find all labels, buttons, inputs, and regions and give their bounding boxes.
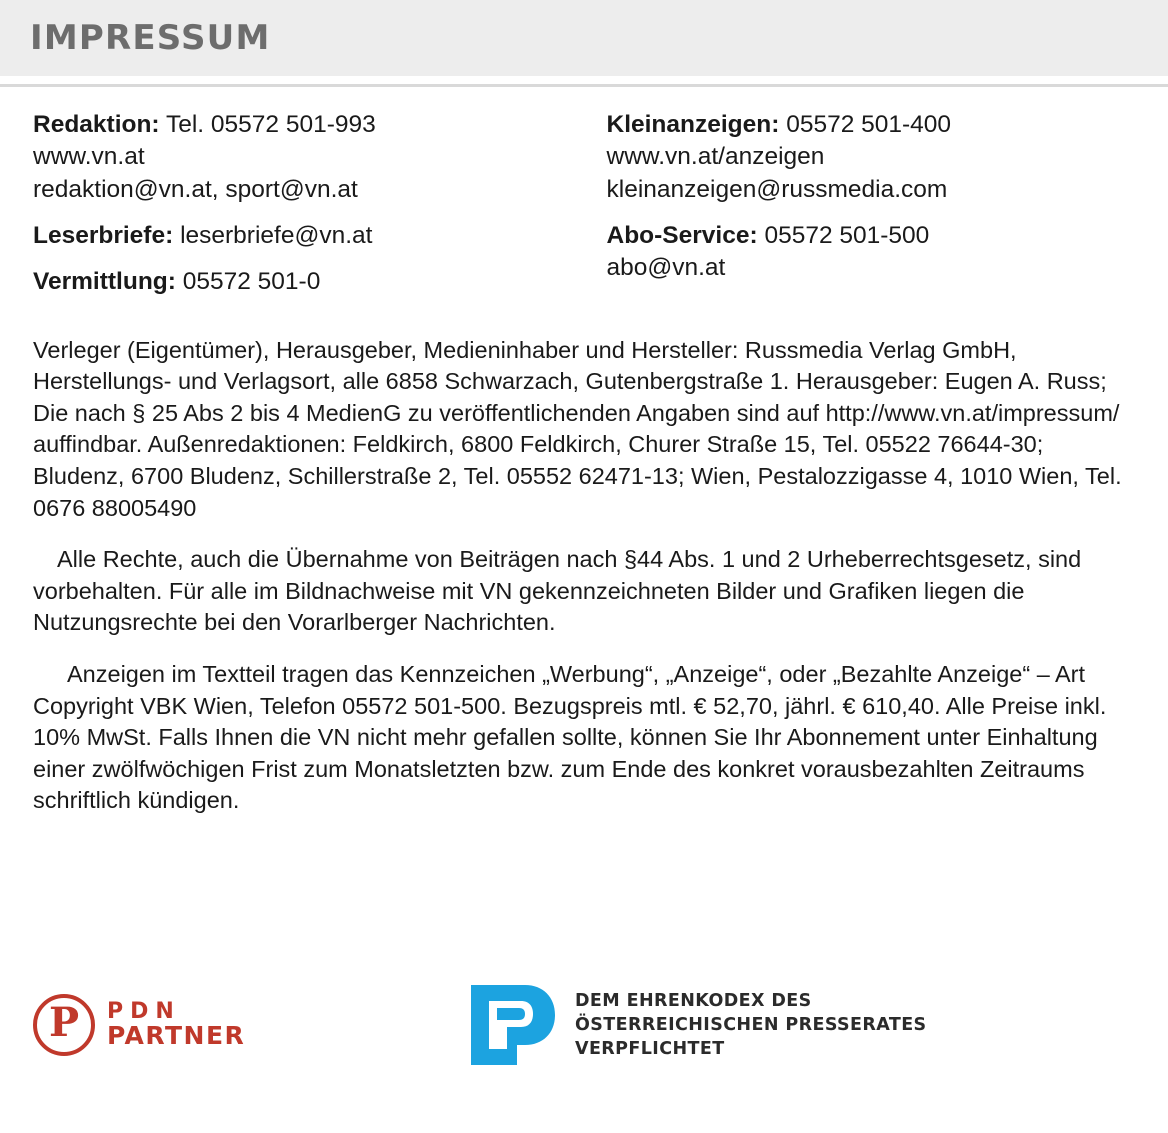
pdn-circle-icon — [33, 994, 95, 1056]
pdn-logo-line1: PDN — [107, 999, 181, 1025]
contact-value[interactable]: leserbriefe@vn.at — [180, 221, 373, 249]
contact-extra-email[interactable]: redaktion@vn.at, sport@vn.at — [33, 175, 358, 203]
contact-label: Kleinanzeigen: — [606, 111, 780, 138]
contact-line — [607, 109, 1137, 141]
contact-column-left — [33, 109, 585, 313]
legal-text-section — [33, 335, 1136, 817]
presserat-logo-text — [575, 989, 927, 1061]
legal-paragraph-rights: Alle Rechte, auch die Übernahme von Beiträgen nach §44 Abs. 1 und 2 Urheberrechtsgesetz, sind vorbehalten. Für alle im Bildnachweise mit VN gekennzeichneten Bilder und Grafiken liegen die Nutzungsrechte bei den Vorarlberger Nachrichten. — [33, 546, 1082, 636]
contact-column-right — [585, 109, 1137, 313]
contact-label: Redaktion: — [33, 111, 160, 138]
contact-block-redaktion — [33, 109, 585, 206]
legal-paragraph-advertising: Anzeigen im Textteil tragen das Kennzeichen „Werbung“, „Anzeige“, oder „Bezahlte Anzeige“ – Art Copyright VBK Wien, Telefon 05572 501-500. Bezugspreis mtl. € 52,70, jährl. € 610,40. Alle Preise inkl. 10% MwSt. Falls Ihnen die VN nicht mehr gefallen sollte, können Sie Ihr Abonnement unter Einhaltung einer zwölfwöchigen Frist zum Monatsletzten bzw. zum Ende des konkret vorausbezahlten Zeitraums schriftlich kündigen. — [33, 660, 1107, 814]
page-header — [0, 0, 1168, 76]
contact-extra-email[interactable]: kleinanzeigen@russmedia.com — [606, 175, 948, 203]
page-content — [0, 87, 1168, 817]
contact-section — [33, 109, 1136, 313]
presserat-line1: DEM EHRENKODEX DES — [575, 990, 812, 1011]
presserat-mark-icon — [463, 977, 559, 1073]
contact-extra-link[interactable]: www.vn.at — [33, 143, 145, 171]
contact-block-abo-service — [607, 220, 1137, 285]
contact-block-vermittlung — [33, 266, 585, 298]
contact-line — [33, 266, 585, 298]
pdn-logo-line2: PARTNER — [107, 1021, 246, 1051]
pdn-monogram: P — [48, 999, 80, 1046]
contact-line — [607, 220, 1137, 252]
contact-line — [33, 109, 585, 141]
pdn-partner-logo — [33, 994, 463, 1056]
presserat-line2: ÖSTERREICHISCHEN PRESSERATES — [575, 1014, 927, 1035]
contact-value: 05572 501-500 — [764, 221, 930, 249]
contact-extra-email[interactable]: abo@vn.at — [606, 254, 726, 282]
contact-value: 05572 501-400 — [786, 111, 952, 138]
page-title: IMPRESSUM — [30, 18, 271, 58]
contact-extra-link[interactable]: www.vn.at/anzeigen — [606, 143, 825, 171]
pdn-logo-text — [107, 1000, 245, 1049]
legal-paragraph-publisher: Verleger (Eigentümer), Herausgeber, Medieninhaber und Hersteller: Russmedia Verlag GmbH, Herstellungs- und Verlagsort, alle 6858 Schwarzach, Gutenbergstraße 1. Herausgeber: Eugen A. Russ; Die nach § 25 Abs 2 bis 4 MedienG zu veröffentlichenden Angaben sind auf http://www.vn.at/impressum/ auffindbar. Außenredaktionen: Feldkirch, 6800 Feldkirch, Churer Straße 15, Tel. 05522 76644-30; Bludenz, 6700 Bludenz, Schillerstraße 2, Tel. 05552 62471-13; Wien, Pestalozzigasse 4, 1010 Wien, Tel. 0676 88005490 — [33, 336, 1122, 521]
contact-label: Leserbriefe: — [33, 221, 174, 249]
logo-row — [33, 977, 927, 1073]
presserat-line3: VERPFLICHTET — [575, 1039, 725, 1060]
contact-line — [33, 220, 585, 252]
presserat-logo — [463, 977, 927, 1073]
contact-value: 05572 501-0 — [182, 268, 321, 296]
contact-label: Abo-Service: — [606, 221, 758, 249]
contact-block-kleinanzeigen — [607, 109, 1137, 206]
contact-label: Vermittlung: — [33, 268, 176, 296]
contact-value: Tel. 05572 501-993 — [165, 111, 376, 138]
contact-block-leserbriefe — [33, 220, 585, 252]
